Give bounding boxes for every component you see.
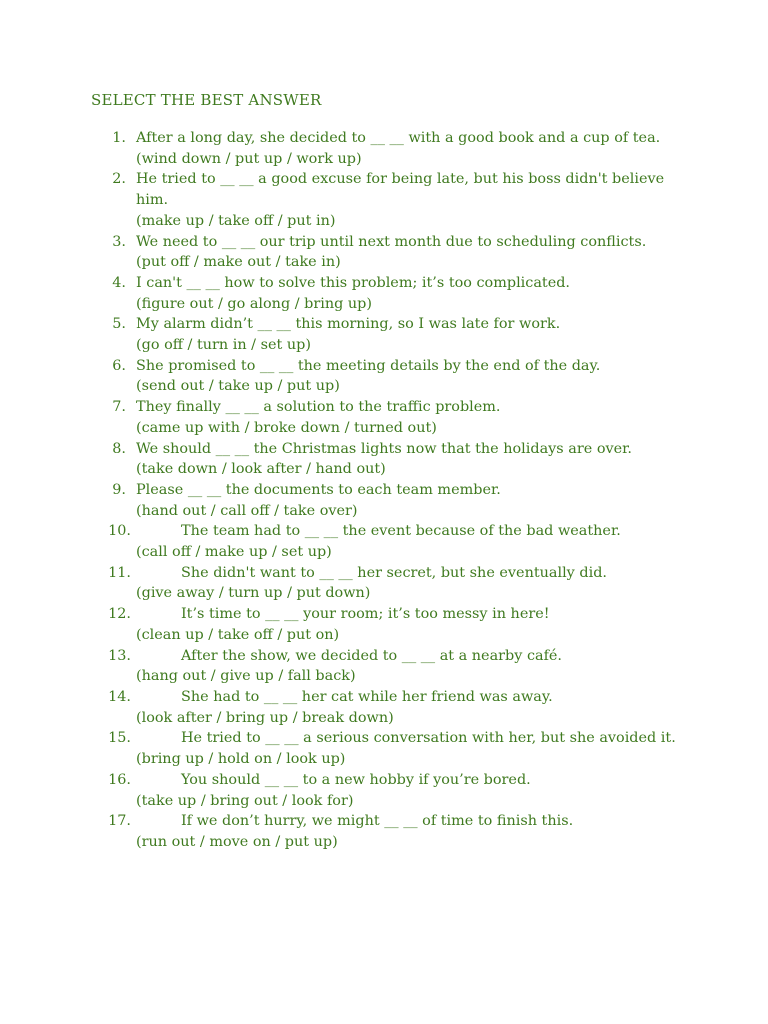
answer-options: (take down / look after / hand out) bbox=[136, 461, 386, 478]
question-text: After the show, we decided to __ __ at a nearby café. bbox=[181, 647, 563, 664]
question-number: 10. bbox=[108, 523, 131, 540]
question-text: I can't __ __ how to solve this problem; it’s too complicated. bbox=[136, 274, 571, 291]
question-body bbox=[136, 128, 681, 169]
question-text: She promised to __ __ the meeting details by the end of the day. bbox=[136, 357, 601, 374]
answer-options: (give away / turn up / put down) bbox=[136, 585, 371, 602]
answer-options: (wind down / put up / work up) bbox=[136, 150, 362, 167]
question-item bbox=[0, 770, 768, 811]
question-body bbox=[136, 439, 681, 480]
question-body bbox=[136, 273, 681, 314]
answer-options: (send out / take up / put up) bbox=[136, 378, 340, 395]
answer-options: (run out / move on / put up) bbox=[136, 833, 338, 850]
question-item bbox=[0, 521, 768, 562]
question-number: 16. bbox=[108, 771, 131, 788]
question-text: The team had to __ __ the event because of the bad weather. bbox=[181, 523, 621, 540]
question-body bbox=[136, 770, 681, 811]
question-item bbox=[0, 728, 768, 769]
question-number: 6. bbox=[112, 357, 126, 374]
question-item bbox=[0, 314, 768, 355]
question-text: They finally __ __ a solution to the traffic problem. bbox=[136, 399, 501, 416]
answer-options: (go off / turn in / set up) bbox=[136, 337, 311, 354]
question-item bbox=[0, 687, 768, 728]
question-body bbox=[136, 356, 681, 397]
question-text: We need to __ __ our trip until next month due to scheduling conflicts. bbox=[136, 233, 647, 250]
answer-options: (put off / make out / take in) bbox=[136, 254, 341, 271]
answer-options: (take up / bring out / look for) bbox=[136, 792, 354, 809]
question-body bbox=[136, 563, 681, 604]
question-item bbox=[0, 169, 768, 231]
question-item bbox=[0, 480, 768, 521]
question-item bbox=[0, 811, 768, 852]
question-item bbox=[0, 397, 768, 438]
question-text: It’s time to __ __ your room; it’s too messy in here! bbox=[181, 606, 550, 623]
question-text: My alarm didn’t __ __ this morning, so I was late for work. bbox=[136, 316, 561, 333]
question-item bbox=[0, 232, 768, 273]
answer-options: (came up with / broke down / turned out) bbox=[136, 419, 437, 436]
question-text: We should __ __ the Christmas lights now that the holidays are over. bbox=[136, 440, 632, 457]
question-item bbox=[0, 128, 768, 169]
question-body bbox=[136, 811, 681, 852]
answer-options: (call off / make up / set up) bbox=[136, 544, 332, 561]
page-title: SELECT THE BEST ANSWER bbox=[91, 91, 322, 109]
question-number: 15. bbox=[108, 730, 131, 747]
question-item bbox=[0, 646, 768, 687]
question-item bbox=[0, 356, 768, 397]
question-text: After a long day, she decided to __ __ with a good book and a cup of tea. bbox=[136, 130, 661, 146]
question-number: 17. bbox=[108, 813, 131, 830]
answer-options: (bring up / hold on / look up) bbox=[136, 751, 346, 768]
question-body bbox=[136, 169, 681, 231]
question-text: You should __ __ to a new hobby if you’re bored. bbox=[181, 771, 531, 788]
question-body bbox=[136, 480, 681, 521]
question-body bbox=[136, 232, 681, 273]
answer-options: (clean up / take off / put on) bbox=[136, 626, 340, 643]
question-item bbox=[0, 439, 768, 480]
question-number: 7. bbox=[112, 399, 126, 416]
question-list bbox=[0, 128, 768, 853]
answer-options: (hand out / call off / take over) bbox=[136, 502, 358, 519]
question-text: She had to __ __ her cat while her friend was away. bbox=[181, 688, 553, 705]
question-number: 8. bbox=[112, 440, 126, 457]
question-number: 9. bbox=[112, 481, 126, 498]
answer-options: (figure out / go along / bring up) bbox=[136, 295, 372, 312]
question-body bbox=[136, 728, 681, 769]
question-number: 5. bbox=[112, 316, 126, 333]
question-number: 2. bbox=[112, 171, 126, 188]
question-number: 1. bbox=[112, 130, 126, 146]
question-item bbox=[0, 604, 768, 645]
question-text: If we don’t hurry, we might __ __ of time to finish this. bbox=[181, 813, 574, 830]
question-body bbox=[136, 604, 681, 645]
question-body bbox=[136, 646, 681, 687]
question-text: He tried to __ __ a serious conversation with her, but she avoided it. bbox=[181, 730, 676, 747]
question-body bbox=[136, 687, 681, 728]
question-text: He tried to __ __ a good excuse for being late, but his boss didn't believe him. bbox=[136, 171, 665, 209]
question-number: 12. bbox=[108, 606, 131, 623]
answer-options: (look after / bring up / break down) bbox=[136, 709, 394, 726]
question-body bbox=[136, 521, 681, 562]
question-number: 13. bbox=[108, 647, 131, 664]
question-text: Please __ __ the documents to each team member. bbox=[136, 481, 501, 498]
question-number: 14. bbox=[108, 688, 131, 705]
question-body bbox=[136, 397, 681, 438]
question-item bbox=[0, 563, 768, 604]
question-body bbox=[136, 314, 681, 355]
answer-options: (hang out / give up / fall back) bbox=[136, 668, 356, 685]
question-number: 4. bbox=[112, 274, 126, 291]
question-number: 3. bbox=[112, 233, 126, 250]
question-item bbox=[0, 273, 768, 314]
question-text: She didn't want to __ __ her secret, but she eventually did. bbox=[181, 564, 607, 581]
question-number: 11. bbox=[108, 564, 131, 581]
answer-options: (make up / take off / put in) bbox=[136, 212, 336, 229]
